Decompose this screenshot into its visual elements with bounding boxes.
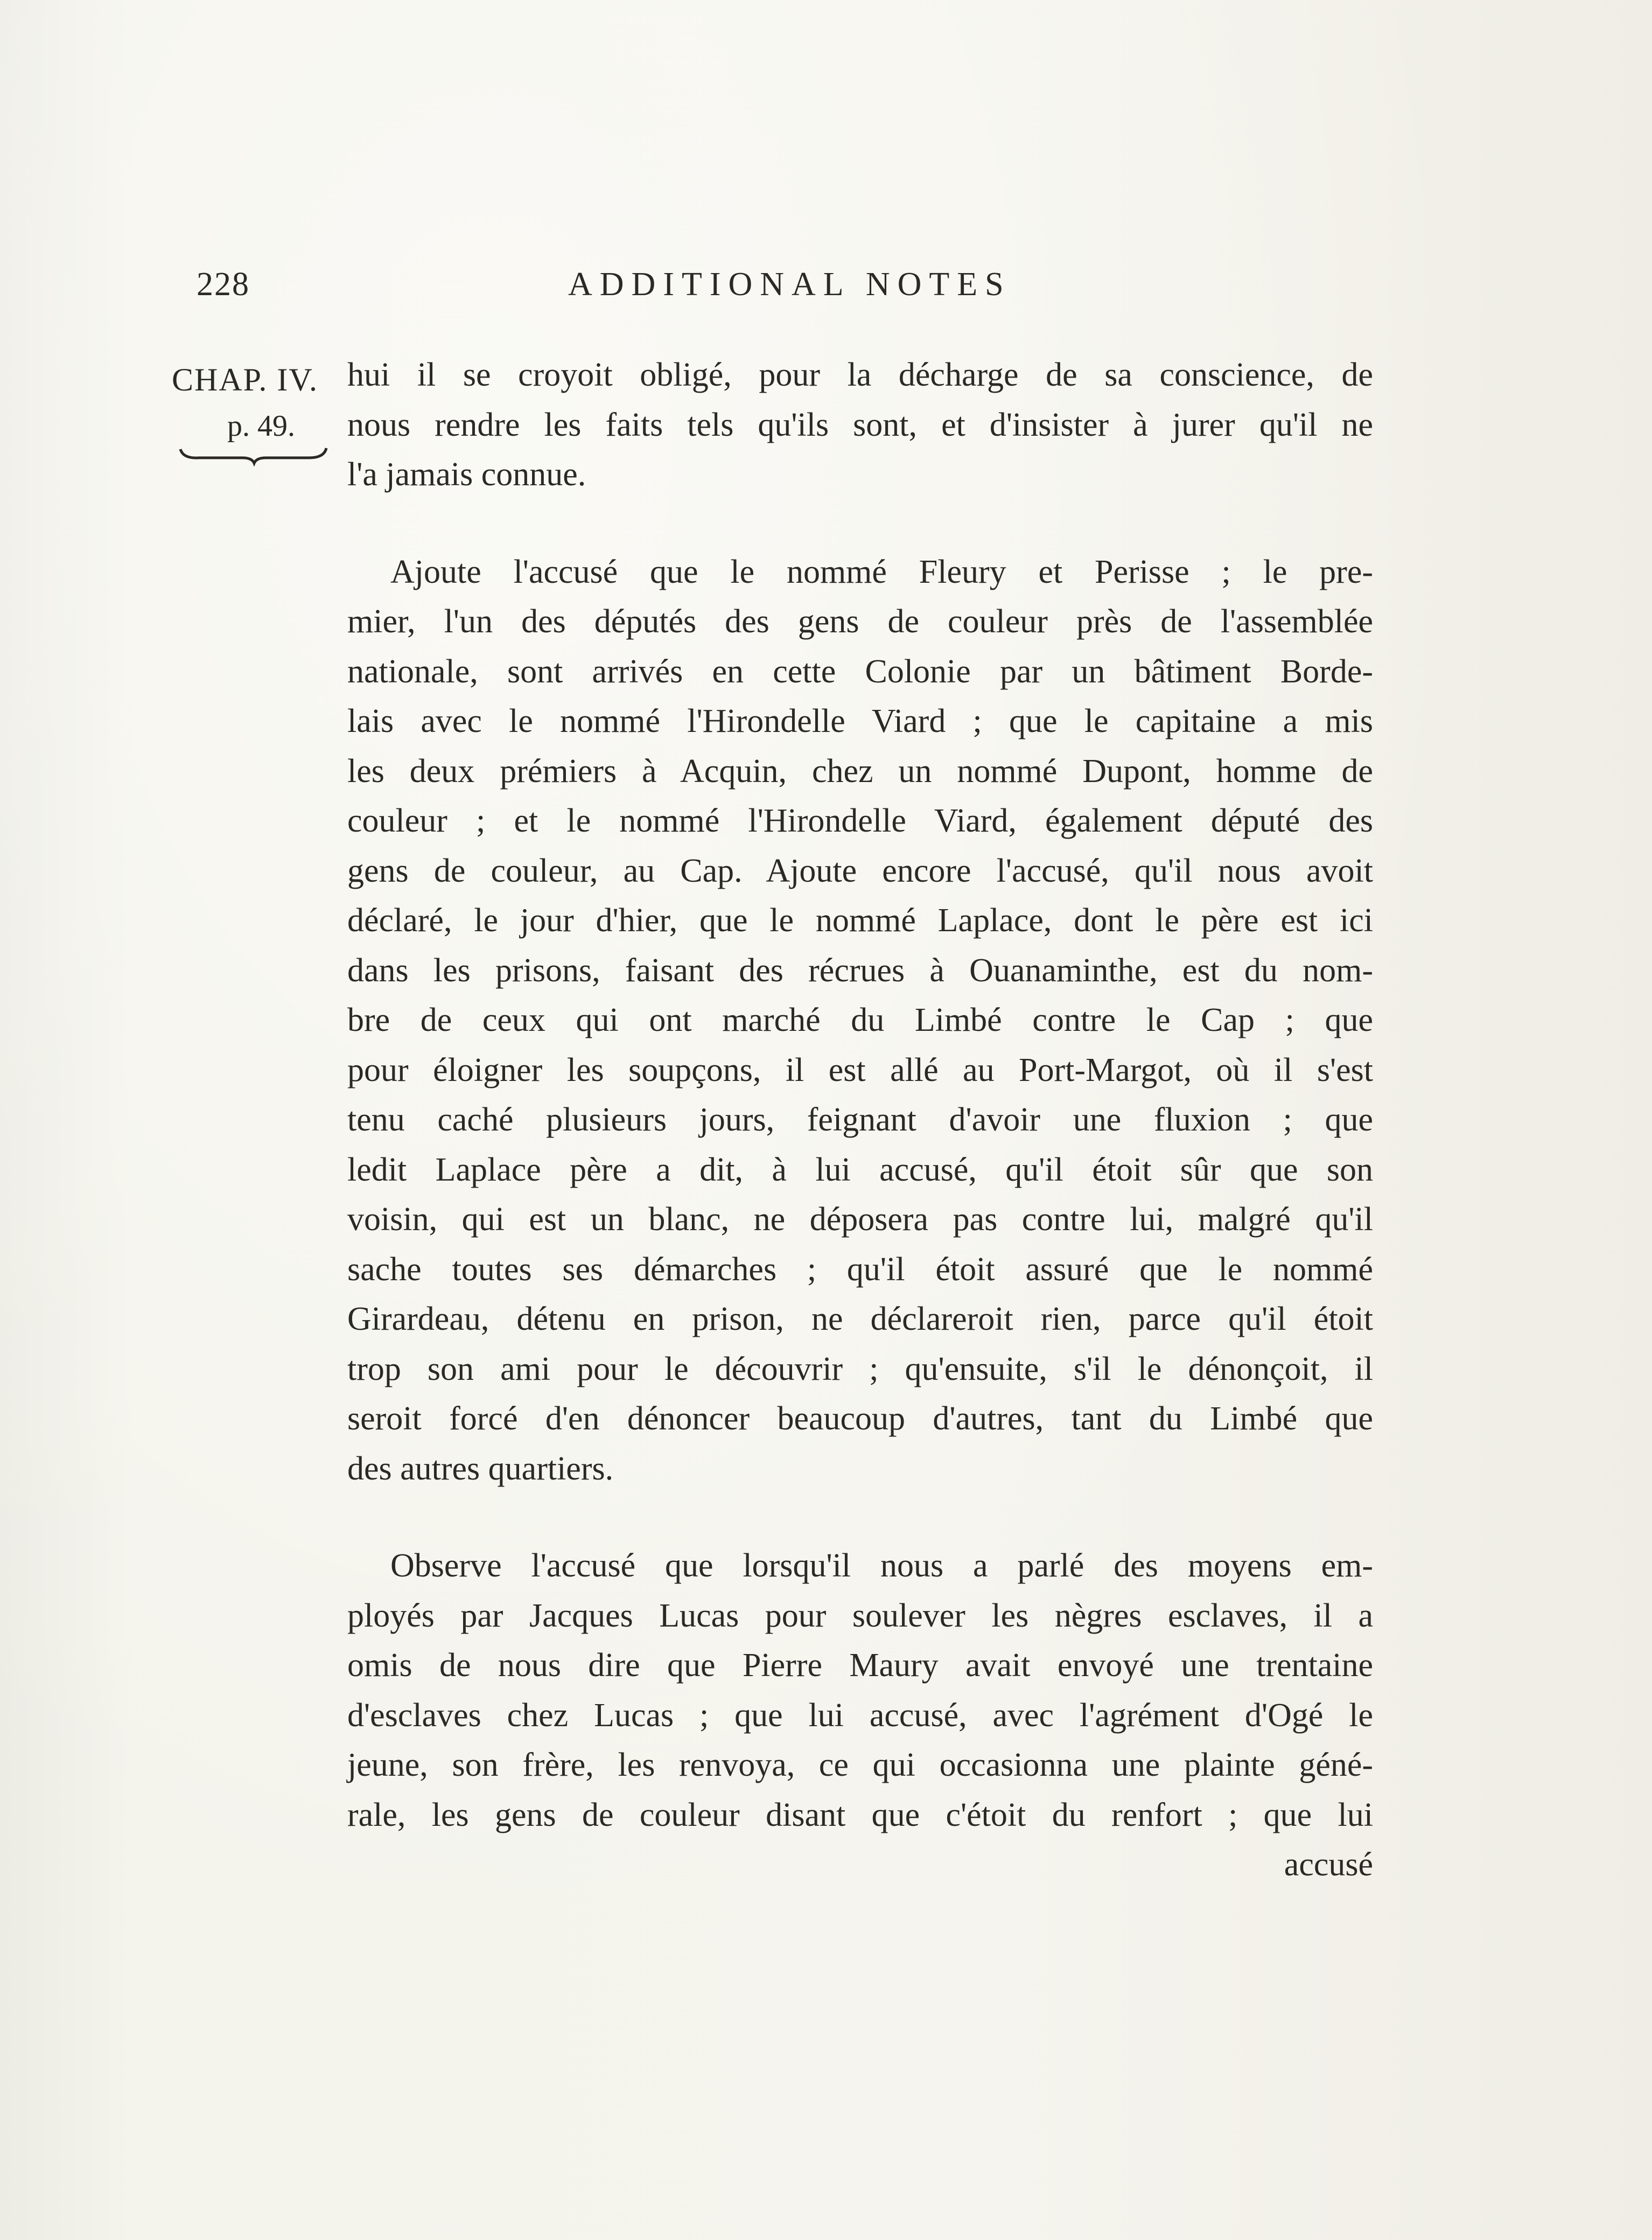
text-line: Ajoute l'accusé que le nommé Fleury et Perisse ; le pre- xyxy=(390,553,1373,590)
text-line: nous rendre les faits tels qu'ils sont, et d'insister à jurer qu'il ne xyxy=(347,406,1373,443)
text-line: seroit forcé d'en dénoncer beaucoup d'autres, tant du Limbé que xyxy=(347,1400,1373,1437)
text-line: gens de couleur, au Cap. Ajoute encore l'accusé, qu'il nous avoit xyxy=(347,852,1373,889)
page-number: 228 xyxy=(197,266,250,303)
text-line: tenu caché plusieurs jours, feignant d'avoir une fluxion ; que xyxy=(347,1101,1373,1138)
margin-brace-icon xyxy=(178,445,328,466)
margin-page-ref: p. 49. xyxy=(227,409,295,443)
text-line: Observe l'accusé que lorsqu'il nous a parlé des moyens em- xyxy=(390,1547,1373,1584)
text-line: les deux prémiers à Acquin, chez un nommé Dupont, homme de xyxy=(347,752,1373,790)
text-line: déclaré, le jour d'hier, que le nommé Laplace, dont le père est ici xyxy=(347,902,1373,939)
text-line: voisin, qui est un blanc, ne déposera pas contre lui, malgré qu'il xyxy=(347,1201,1373,1238)
text-line: jeune, son frère, les renvoya, ce qui occasionna une plainte géné- xyxy=(347,1747,1373,1783)
text-line: hui il se croyoit obligé, pour la décharge de sa conscience, de xyxy=(347,357,1373,393)
text-line: dans les prisons, faisant des récrues à Ouanaminthe, est du nom- xyxy=(347,952,1373,989)
margin-chapter: CHAP. IV. xyxy=(172,362,318,397)
text-line: d'esclaves chez Lucas ; que lui accusé, avec l'agrément d'Ogé le xyxy=(347,1697,1373,1734)
text-line: rale, les gens de couleur disant que c'étoit du renfort ; que lui xyxy=(347,1796,1373,1833)
text-line: bre de ceux qui ont marché du Limbé contre le Cap ; que xyxy=(347,1002,1373,1038)
text-line: Girardeau, détenu en prison, ne déclareroit rien, parce qu'il étoit xyxy=(347,1301,1373,1337)
text-line: couleur ; et le nommé l'Hirondelle Viard, également député des xyxy=(347,803,1373,839)
page-header xyxy=(197,266,1166,309)
body-text xyxy=(347,350,1373,1890)
text-line: nationale, sont arrivés en cette Colonie par un bâtiment Borde- xyxy=(347,653,1373,690)
text-line: sache toutes ses démarches ; qu'il étoit assuré que le nommé xyxy=(347,1251,1373,1288)
text-line: ployés par Jacques Lucas pour soulever les nègres esclaves, il a xyxy=(347,1597,1373,1634)
text-line: l'a jamais connue. xyxy=(347,456,586,493)
text-line: omis de nous dire que Pierre Maury avait envoyé une trentaine xyxy=(347,1647,1373,1684)
margin-reference xyxy=(167,355,323,466)
catchword: accusé xyxy=(1284,1846,1373,1883)
running-head: ADDITIONAL NOTES xyxy=(568,266,1011,303)
text-line: des autres quartiers. xyxy=(347,1450,614,1487)
text-line: pour éloigner les soupçons, il est allé au Port-Margot, où il s'est xyxy=(347,1051,1373,1088)
text-line: trop son ami pour le découvrir ; qu'ensuite, s'il le dénonçoit, il xyxy=(347,1350,1373,1387)
text-line: ledit Laplace père a dit, à lui accusé, qu'il étoit sûr que son xyxy=(347,1151,1373,1188)
text-line: lais avec le nommé l'Hirondelle Viard ; que le capitaine a mis xyxy=(347,703,1373,739)
text-line: mier, l'un des députés des gens de couleur près de l'assemblée xyxy=(347,603,1373,640)
